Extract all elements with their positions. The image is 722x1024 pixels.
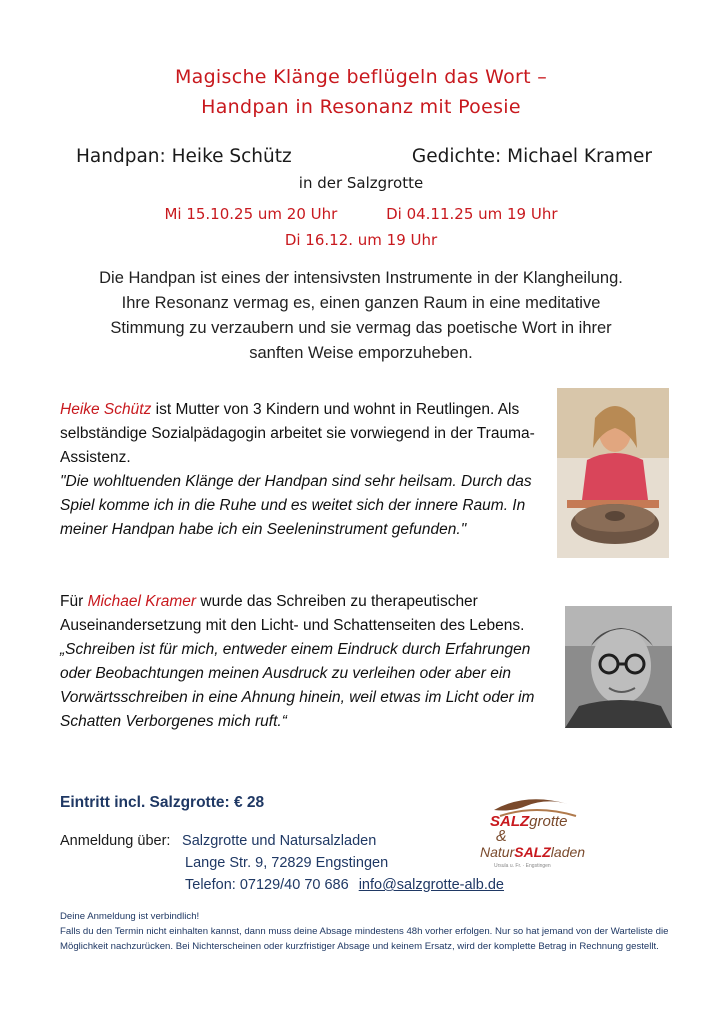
date-1: Mi 15.10.25 um 20 Uhr [164, 205, 338, 223]
bio-heike-text: ist Mutter von 3 Kindern und wohnt in Reutlingen. Als selbständige Sozialpädagogin arbeitet sie vorwiegend in der Trauma-Assistenz. [60, 401, 535, 466]
photo-michael-kramer [565, 606, 672, 728]
logo-subline: Ursula u. Fr. · Engstingen [494, 863, 551, 869]
logo-laden: laden [550, 844, 586, 860]
bio-heike-name: Heike Schütz [60, 401, 152, 418]
handpan-artist: Handpan: Heike Schütz [76, 146, 292, 167]
logo-salz-2: SALZ [514, 844, 551, 860]
bio-heike [60, 398, 550, 542]
photo-heike-schuetz [557, 388, 669, 558]
registration-address: Lange Str. 9, 72829 Engstingen [185, 855, 389, 871]
event-dates [0, 201, 722, 253]
registration-label: Anmeldung über: [60, 833, 171, 849]
title-line-2: Handpan in Resonanz mit Poesie [201, 96, 521, 118]
portrait-image [565, 606, 672, 728]
logo-grotte: grotte [529, 813, 568, 830]
bio-michael-quote: „Schreiben ist für mich, entweder einem Eindruck durch Erfahrungen oder Beobachtungen meinen Ausdruck zu verleihen oder aber ein Vorwärtsschreiben in eine Ahnung hinein, weil etwas im Licht oder im Schatten Verborgenes mich ruft.“ [60, 641, 535, 730]
registration-name: Salzgrotte und Natursalzladen [182, 833, 377, 849]
registration-email-link[interactable]: info@salzgrotte-alb.de [358, 877, 505, 893]
intro-text: Die Handpan ist eines der intensivsten Instrumente in der Klangheilung. Ihre Resonanz vermag es, einen ganzen Raum in eine meditative Stimmung zu verzaubern und sie vermag das poetische Wort in ihrer sanften Weise emporzuheben. [99, 269, 623, 362]
page-title [0, 62, 722, 122]
date-2: Di 04.11.25 um 19 Uhr [386, 205, 558, 223]
fineprint-line-2: Falls du den Termin nicht einhalten kannst, dann muss deine Absage mindestens 48h vorher erfolgen. Nur so hat jemand von der Warteliste die Möglichkeit nachzurücken. Bei Nichterscheinen oder kurzfristiger Absage und keinem Ersatz, wird der komplette Betrag in Rechnung gestellt. [60, 926, 669, 952]
registration-block [60, 830, 504, 896]
title-line-1: Magische Klänge beflügeln das Wort – [174, 66, 548, 88]
bio-heike-quote: "Die wohltuenden Klänge der Handpan sind sehr heilsam. Durch das Spiel komme ich in die Ruhe und es weitet sich der innere Raum. In meiner Handpan habe ich ein Seeleninstrument gefunden." [60, 473, 532, 538]
bio-michael [60, 590, 550, 734]
fineprint-line-1: Deine Anmeldung ist verbindlich! [60, 911, 200, 922]
bio-michael-prefix: Für [60, 593, 88, 610]
logo-ampersand: & [496, 828, 507, 845]
artists-row [76, 146, 652, 167]
salzgrotte-logo [476, 790, 594, 876]
logo-salz-1: SALZ [490, 813, 530, 830]
handpan-player-image [557, 388, 669, 558]
date-3: Di 16.12. um 19 Uhr [284, 231, 438, 249]
bio-michael-name: Michael Kramer [87, 593, 197, 610]
logo-natur: Natur [480, 844, 515, 860]
entry-price: Eintritt incl. Salzgrotte: € 28 [60, 794, 265, 811]
poems-artist: Gedichte: Michael Kramer [411, 146, 652, 167]
fineprint [60, 909, 670, 954]
venue: in der Salzgrotte [298, 174, 424, 192]
bio-michael-text: wurde das Schreiben zu therapeutischer Auseinandersetzung mit den Licht- und Schattenseiten des Lebens. [60, 593, 525, 634]
registration-phone: Telefon: 07129/40 70 686 [185, 877, 349, 893]
